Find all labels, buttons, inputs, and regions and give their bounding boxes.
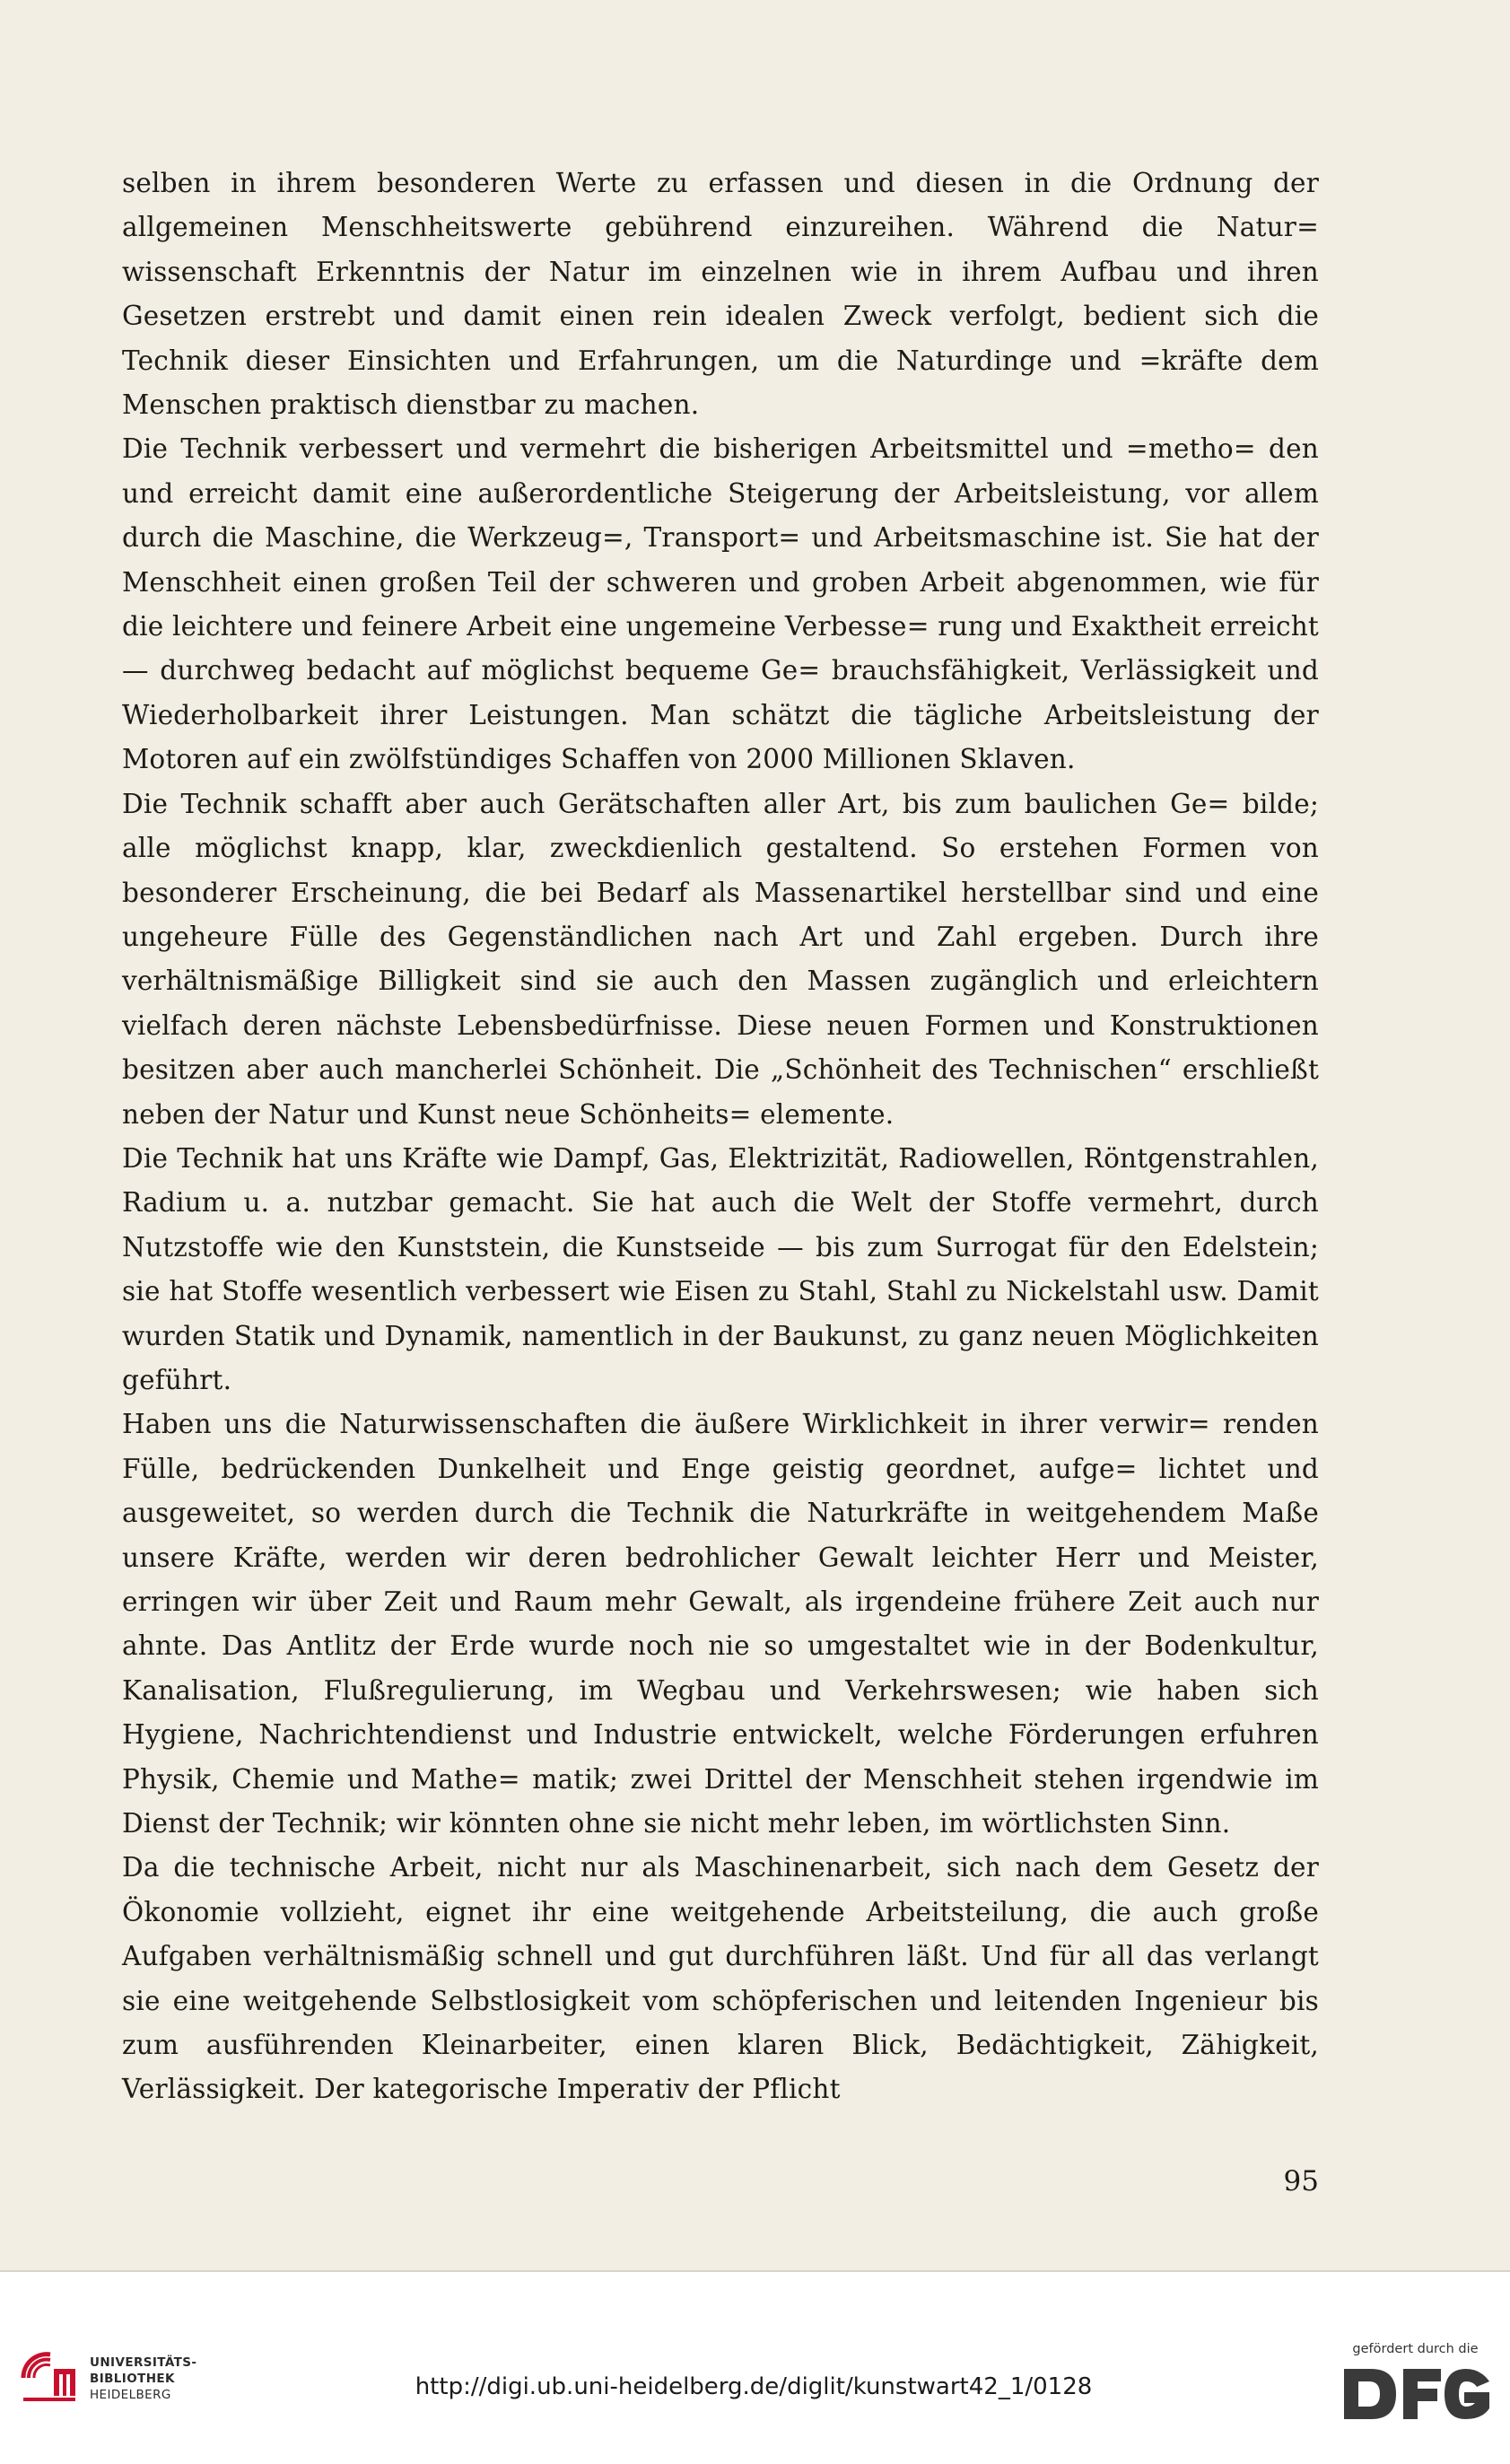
body-text [122, 162, 1319, 2112]
institution-line-1: UNIVERSITÄTS- [90, 2355, 197, 2370]
paragraph-1: selben in ihrem besonderen Werte zu erfassen und diesen in die Ordnung der allgemeinen Menschheitswerte gebührend einzureihen. Während die Natur= wissenschaft Erkenntnis der Natur im einzelnen wie in ihrem Aufbau und ihren Gesetzen erstrebt und damit einen rein idealen Zweck verfolgt, bedient sich die Technik dieser Einsichten und Erfahrungen, um die Naturdinge und =kräfte dem Menschen praktisch dienstbar zu machen. [122, 168, 1319, 421]
university-library-name [90, 2355, 196, 2403]
footer-divider [0, 2270, 1510, 2272]
dfg-logo-icon [1340, 2364, 1493, 2425]
paragraph-3: Die Technik schafft aber auch Gerätschaften aller Art, bis zum baulichen Ge= bilde; alle möglichst knapp, klar, zweckdienlich gestaltend. So erstehen Formen von besonderer Erscheinung, die bei Bedarf als Massenartikel herstellbar sind und eine ungeheure Fülle des Gegenständlichen nach Art und Zahl ergeben. Durch ihre verhältnismäßige Billigkeit sind sie auch den Massen zugänglich und erleichtern vielfach deren nächste Lebensbedürfnisse. Diese neuen Formen und Konstruktionen besitzen aber auch mancherlei Schönheit. Die „Schönheit des Technischen“ erschließt neben der Natur und Kunst neue Schönheits= elemente. [122, 788, 1319, 1130]
source-url-link[interactable]: http://digi.ub.uni-heidelberg.de/diglit/kunstwart42_1/0128 [415, 2373, 1093, 2400]
funder-label: gefördert durch die [1352, 2342, 1479, 2356]
paragraph-5: Haben uns die Naturwissenschaften die äußere Wirklichkeit in ihrer verwir= renden Fülle, bedrückenden Dunkelheit und Enge geistig geordnet, aufge= lichtet und ausgeweitet, so werden durch die Technik die Naturkräfte in weitgehendem Maße unsere Kräfte, werden wir deren bedrohlicher Gewalt leichter Herr und Meister, erringen wir über Zeit und Raum mehr Gewalt, als irgendeine frühere Zeit auch nur ahnte. Das Antlitz der Erde wurde noch nie so umgestaltet wie in der Bodenkultur, Kanalisation, Flußregulierung, im Wegbau und Verkehrswesen; wie haben sich Hygiene, Nachrichtendienst und Industrie entwickelt, welche Förderungen erfuhren Physik, Chemie und Mathe= matik; zwei Drittel der Menschheit stehen irgendwie im Dienst der Technik; wir könnten ohne sie nicht mehr leben, im wörtlichsten Sinn. [122, 1409, 1319, 1839]
institution-line-3: HEIDELBERG [90, 2388, 171, 2402]
paragraph-2: Die Technik verbessert und vermehrt die bisherigen Arbeitsmittel und =metho= den und erreicht damit eine außerordentliche Steigerung der Arbeitsleistung, vor allem durch die Maschine, die Werkzeug=, Transport= und Arbeitsmaschine ist. Sie hat der Menschheit einen großen Teil der schweren und groben Arbeit abgenommen, wie für die leichtere und feinere Arbeit eine ungemeine Verbesse= rung und Exaktheit erreicht — durchweg bedacht auf möglichst bequeme Ge= brauchsfähigkeit, Verlässigkeit und Wiederholbarkeit ihrer Leistungen. Man schätzt die tägliche Arbeitsleistung der Motoren auf ein zwölfstündiges Schaffen von 2000 Millionen Sklaven. [122, 433, 1319, 775]
paragraph-6: Da die technische Arbeit, nicht nur als Maschinenarbeit, sich nach dem Gesetz der Ökonomie vollzieht, eignet ihr eine weitgehende Arbeitsteilung, die auch große Aufgaben verhältnismäßig schnell und gut durchführen läßt. Und für all das verlangt sie eine weitgehende Selbstlosigkeit vom schöpferischen und leitenden Ingenieur bis zum ausführenden Kleinarbeiter, einen klaren Blick, Bedächtigkeit, Zähigkeit, Verlässigkeit. Der kategorische Imperativ der Pflicht [122, 1852, 1319, 2105]
university-seal-icon [20, 2351, 81, 2407]
digitization-footer [0, 2270, 1510, 2464]
paragraph-4: Die Technik hat uns Kräfte wie Dampf, Gas, Elektrizität, Radiowellen, Röntgenstrahlen, Radium u. a. nutzbar gemacht. Sie hat auch die Welt der Stoffe vermehrt, durch Nutzstoffe wie den Kunststein, die Kunstseide — bis zum Surrogat für den Edelstein; sie hat Stoffe wesentlich verbessert wie Eisen zu Stahl, Stahl zu Nickelstahl usw. Damit wurden Statik und Dynamik, namentlich in der Baukunst, zu ganz neuen Möglichkeiten geführt. [122, 1142, 1319, 1395]
institution-line-2: BIBLIOTHEK [90, 2372, 175, 2386]
page-number: 95 [1283, 2165, 1319, 2198]
